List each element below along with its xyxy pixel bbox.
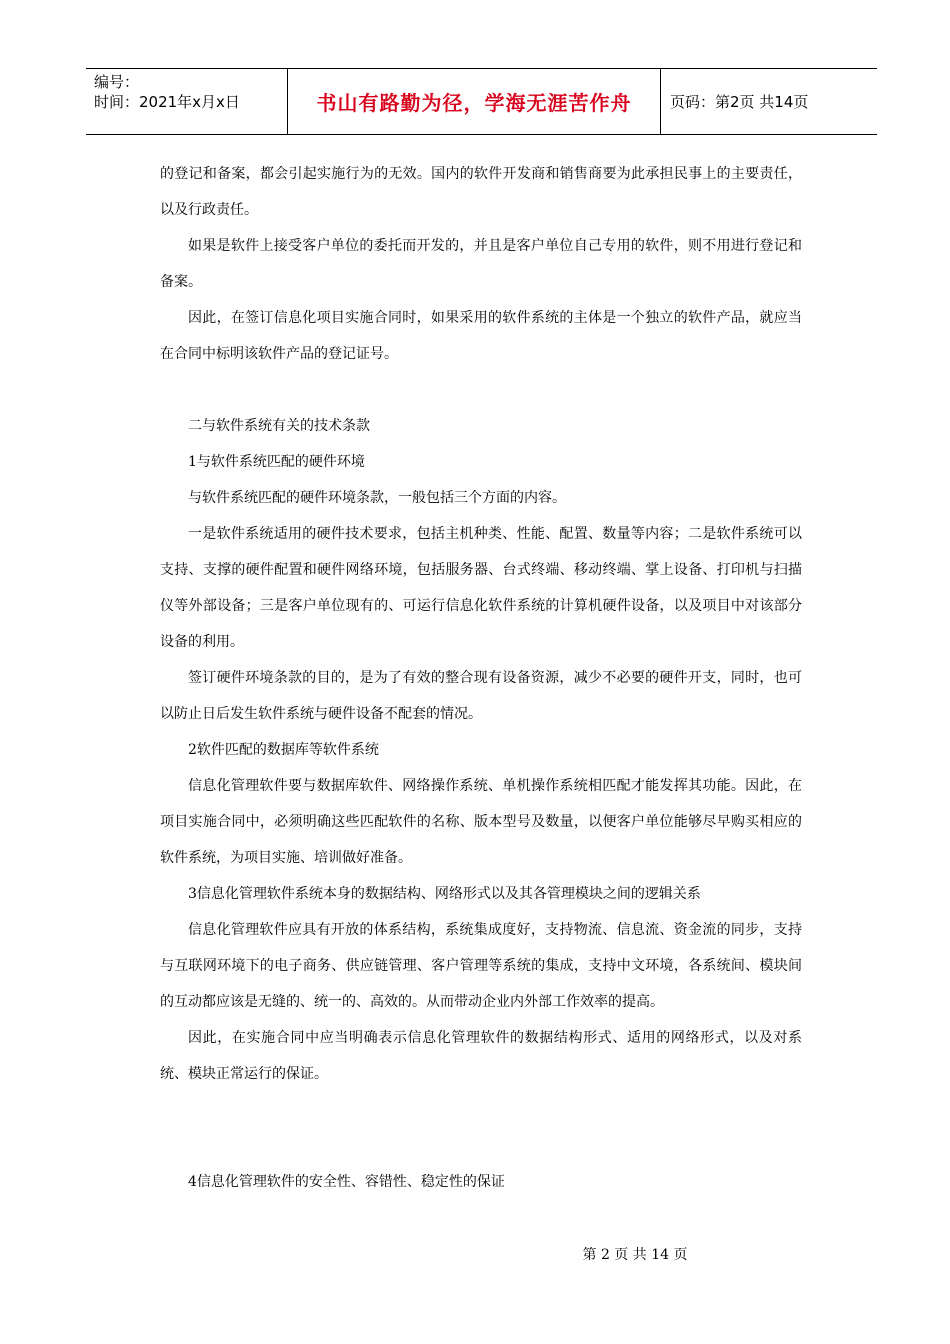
page-footer [0, 1244, 950, 1264]
header-page-number: 页码：第2页 共14页 [670, 93, 809, 111]
paragraph: 的登记和备案，都会引起实施行为的无效。国内的软件开发商和销售商要为此承担民事上的主要责任，以及行政责任。 [160, 166, 802, 218]
spacer [160, 372, 802, 408]
subsection-heading: 4信息化管理软件的安全性、容错性、稳定性的保证 [188, 1174, 505, 1190]
paragraph: 与软件系统匹配的硬件环境条款，一般包括三个方面的内容。 [188, 490, 566, 506]
section-heading: 二与软件系统有关的技术条款 [188, 418, 370, 434]
header-motto: 书山有路勤为径，学海无涯苦作舟 [316, 91, 632, 115]
header-motto-cell [288, 69, 661, 134]
page-header [86, 68, 877, 135]
paragraph: 信息化管理软件要与数据库软件、网络操作系统、单机操作系统相匹配才能发挥其功能。因此，在项目实施合同中，必须明确这些匹配软件的名称、版本型号及数量，以便客户单位能够尽早购买相应的软件系统，为项目实施、培训做好准备。 [160, 778, 802, 866]
spacer [160, 1092, 802, 1164]
document-time-label: 时间：2021年x月x日 [94, 93, 240, 111]
paragraph: 信息化管理软件应具有开放的体系结构，系统集成度好，支持物流、信息流、资金流的同步，支持与互联网环境下的电子商务、供应链管理、客户管理等系统的集成，支持中文环境，各系统间、模块间的互动都应该是无缝的、统一的、高效的。从而带动企业内外部工作效率的提高。 [160, 922, 802, 1010]
header-meta-cell [86, 69, 288, 134]
paragraph: 一是软件系统适用的硬件技术要求，包括主机种类、性能、配置、数量等内容；二是软件系统可以支持、支撑的硬件配置和硬件网络环境，包括服务器、台式终端、移动终端、掌上设备、打印机与扫描仪等外部设备；三是客户单位现有的、可运行信息化软件系统的计算机硬件设备，以及项目中对该部分设备的利用。 [160, 526, 802, 650]
subsection-heading: 1与软件系统匹配的硬件环境 [188, 454, 365, 470]
paragraph: 签订硬件环境条款的目的，是为了有效的整合现有设备资源，减少不必要的硬件开支，同时，也可以防止日后发生软件系统与硬件设备不配套的情况。 [160, 670, 802, 722]
header-page-cell [661, 69, 877, 134]
subsection-heading: 3信息化管理软件系统本身的数据结构、网络形式以及其各管理模块之间的逻辑关系 [188, 886, 701, 902]
paragraph: 如果是软件上接受客户单位的委托而开发的，并且是客户单位自己专用的软件，则不用进行登记和备案。 [160, 238, 802, 290]
paragraph: 因此，在实施合同中应当明确表示信息化管理软件的数据结构形式、适用的网络形式，以及对系统、模块正常运行的保证。 [160, 1030, 802, 1082]
subsection-heading: 2软件匹配的数据库等软件系统 [188, 742, 379, 758]
paragraph: 因此，在签订信息化项目实施合同时，如果采用的软件系统的主体是一个独立的软件产品，就应当在合同中标明该软件产品的登记证号。 [160, 310, 802, 362]
document-number-label: 编号： [94, 73, 140, 91]
footer-page-number: 第 2 页 共 14 页 [582, 1247, 688, 1263]
document-body [160, 156, 802, 1200]
